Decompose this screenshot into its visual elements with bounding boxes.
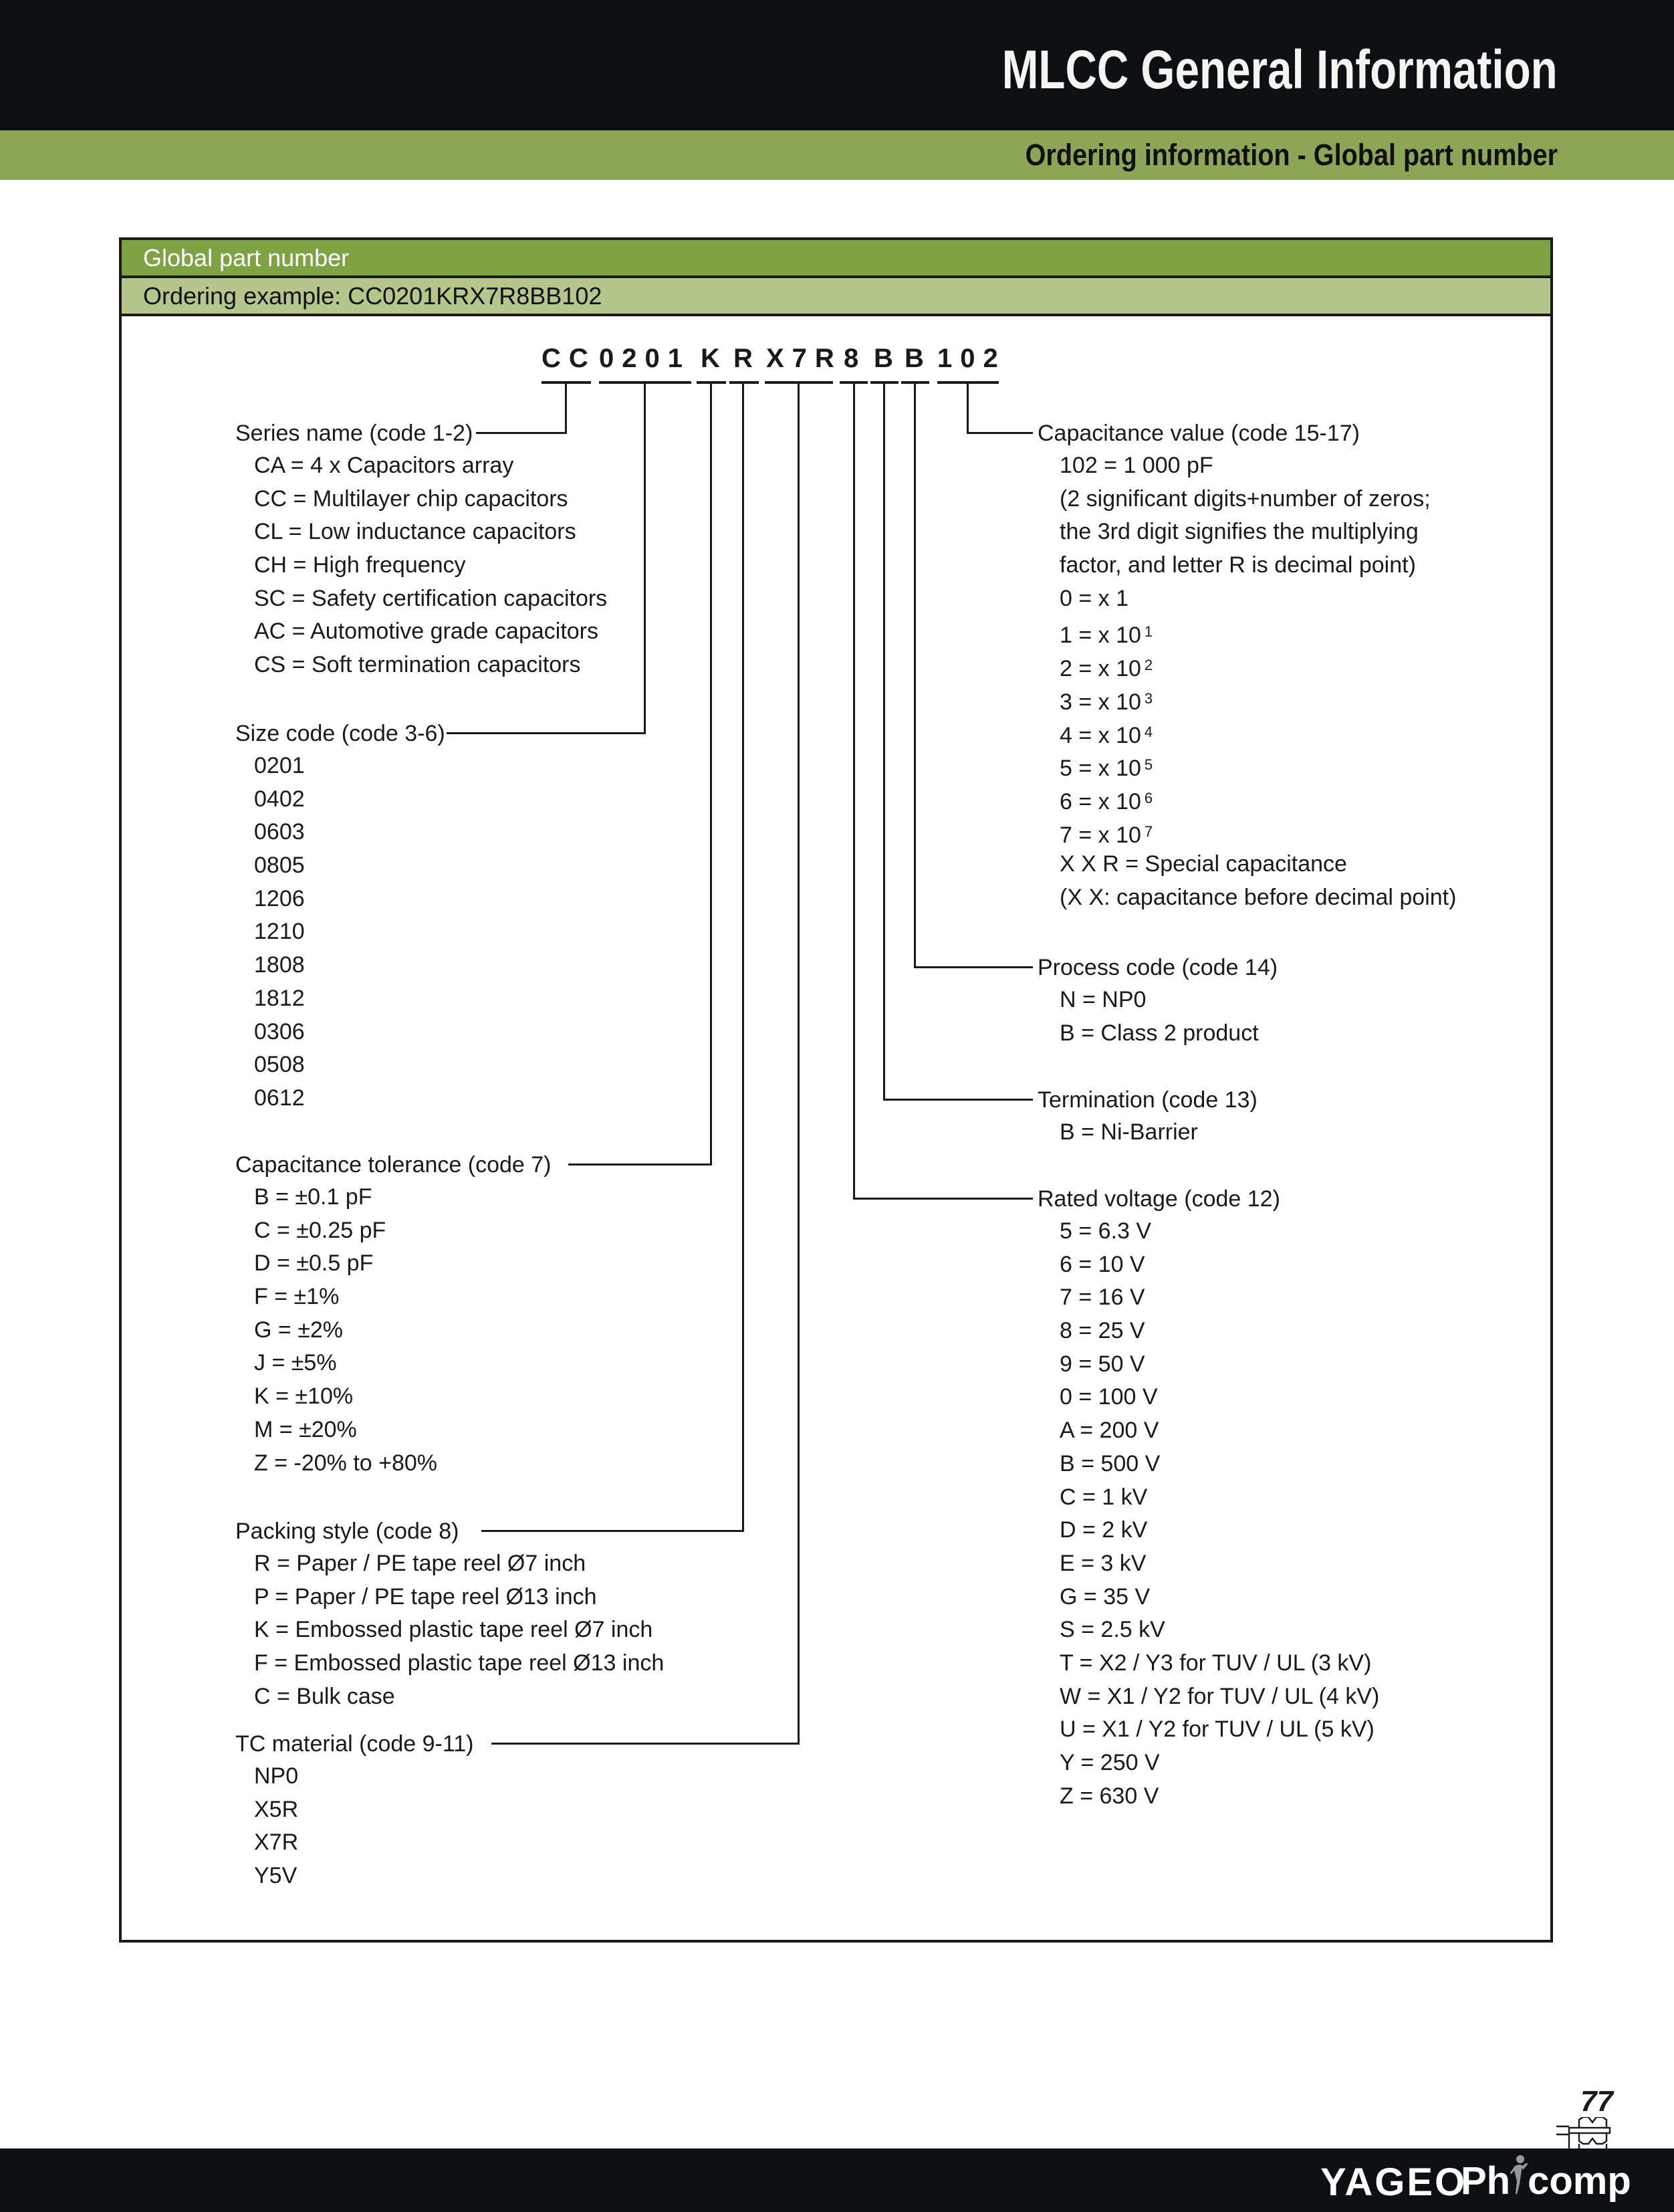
pn-group-tc-material: X7R xyxy=(766,344,842,373)
list-item: 5 = 6.3 V xyxy=(1060,1218,1152,1244)
box-header-bar xyxy=(122,240,1550,278)
section-label-size: Size code (code 3-6) xyxy=(235,721,445,746)
list-item: A = 200 V xyxy=(1060,1418,1159,1444)
yageo-logo: YAGEO xyxy=(1320,2161,1467,2204)
list-item: 5 = x 10 $^5$ xyxy=(1060,756,1153,782)
section-items-voltage xyxy=(1060,1215,1379,1813)
list-item: 0 = 100 V xyxy=(1060,1384,1158,1410)
section-label-termination: Termination (code 13) xyxy=(1038,1087,1258,1113)
page-title: MLCC General Information xyxy=(1002,39,1558,100)
list-item: B = Ni-Barrier xyxy=(1060,1119,1198,1145)
list-item: 1 = x 10 $^1$ xyxy=(1060,623,1153,649)
connector-line xyxy=(967,432,1033,434)
list-item: D = ±0.5 pF xyxy=(254,1250,374,1277)
list-item: (X X: capacitance before decimal point) xyxy=(1060,884,1457,910)
list-item: X X R = Special capacitance xyxy=(1060,851,1347,877)
connector-line xyxy=(491,1743,800,1745)
pn-group-tolerance: K xyxy=(701,344,728,373)
connector-line xyxy=(853,1198,1033,1200)
connector-line xyxy=(742,383,744,1531)
list-item: F = ±1% xyxy=(254,1284,340,1310)
connector-line xyxy=(883,383,885,1100)
list-item: CH = High frequency xyxy=(254,552,466,578)
section-label-voltage: Rated voltage (code 12) xyxy=(1038,1186,1280,1212)
connector-line xyxy=(710,383,712,1165)
connector-line xyxy=(967,383,969,433)
list-item: N = NP0 xyxy=(1060,987,1147,1012)
pn-group-process: B xyxy=(905,344,932,373)
list-item: 0508 xyxy=(254,1052,305,1078)
list-item: 3 = x 10 $^3$ xyxy=(1060,689,1153,715)
section-items-cap-value xyxy=(1060,449,1456,915)
list-item: T = X2 / Y3 for TUV / UL (3 kV) xyxy=(1060,1650,1372,1676)
list-item: 2 = x 10 $^2$ xyxy=(1060,656,1153,682)
section-banner xyxy=(0,130,1674,180)
list-item: S = 2.5 kV xyxy=(1060,1617,1165,1643)
list-item: B = Class 2 product xyxy=(1060,1020,1259,1046)
list-item: Y = 250 V xyxy=(1060,1750,1160,1775)
page-number: 77 xyxy=(1580,2085,1613,2118)
list-item: 1812 xyxy=(254,985,305,1011)
list-item: X5R xyxy=(254,1796,299,1822)
list-item: 8 = 25 V xyxy=(1060,1318,1145,1344)
connector-line xyxy=(914,383,916,968)
section-label-tolerance: Capacitance tolerance (code 7) xyxy=(235,1152,552,1178)
list-item: 1206 xyxy=(254,885,305,911)
pn-underline xyxy=(729,381,759,384)
list-item: F = Embossed plastic tape reel Ø13 inch xyxy=(254,1650,665,1676)
phicomp-logo xyxy=(1461,2159,1631,2203)
list-item: (2 significant digits+number of zeros; xyxy=(1060,485,1431,512)
list-item: 6 = x 10 $^6$ xyxy=(1060,788,1153,814)
list-item: CA = 4 x Capacitors array xyxy=(254,453,514,478)
connector-line xyxy=(447,732,646,734)
list-item: K = Embossed plastic tape reel Ø7 inch xyxy=(254,1617,653,1643)
connector-line xyxy=(853,383,855,1199)
list-item: SC = Safety certification capacitors xyxy=(254,585,608,611)
list-item: 9 = 50 V xyxy=(1060,1351,1145,1377)
section-banner-title: Ordering information - Global part number xyxy=(1025,138,1558,172)
list-item: X7R xyxy=(254,1830,299,1856)
list-item: factor, and letter R is decimal point) xyxy=(1060,552,1416,578)
list-item: 4 = x 10 $^4$ xyxy=(1060,722,1153,748)
connector-line xyxy=(476,432,567,434)
section-items-packing xyxy=(254,1547,664,1713)
pn-group-size: 0201 xyxy=(599,344,691,373)
connector-line xyxy=(644,383,646,734)
list-item: G = ±2% xyxy=(254,1317,343,1343)
phicomp-logo-prefix: Ph xyxy=(1461,2159,1511,2203)
list-item: 6 = 10 V xyxy=(1060,1251,1145,1277)
list-item: the 3rd digit signifies the multiplying xyxy=(1060,519,1419,545)
list-item: 0201 xyxy=(254,753,305,778)
list-item: 0805 xyxy=(254,853,305,879)
list-item: AC = Automotive grade capacitors xyxy=(254,619,598,645)
list-item: C = ±0.25 pF xyxy=(254,1217,386,1243)
list-item: R = Paper / PE tape reel Ø7 inch xyxy=(254,1551,586,1576)
ordering-example-label: Ordering example: CC0201KRX7R8BB102 xyxy=(143,282,602,310)
list-item: U = X1 / Y2 for TUV / UL (5 kV) xyxy=(1060,1717,1374,1743)
list-item: 102 = 1 000 pF xyxy=(1060,453,1213,478)
section-items-tc xyxy=(254,1760,298,1893)
connector-line xyxy=(565,383,567,434)
connector-line xyxy=(798,383,800,1744)
section-items-process xyxy=(1060,984,1259,1050)
section-items-tolerance xyxy=(254,1181,437,1480)
list-item: W = X1 / Y2 for TUV / UL (4 kV) xyxy=(1060,1683,1380,1709)
list-item: 0402 xyxy=(254,786,305,812)
list-item: 0603 xyxy=(254,819,305,845)
list-item: M = ±20% xyxy=(254,1416,357,1442)
pn-group-series: CC xyxy=(542,344,596,373)
phicomp-logo-suffix: comp xyxy=(1528,2159,1631,2203)
section-label-series: Series name (code 1-2) xyxy=(235,421,473,446)
list-item: G = 35 V xyxy=(1060,1583,1151,1610)
section-label-cap-value: Capacitance value (code 15-17) xyxy=(1038,421,1360,446)
list-item: 7 = x 10 $^7$ xyxy=(1060,822,1153,848)
list-item: J = ±5% xyxy=(254,1350,337,1376)
list-item: P = Paper / PE tape reel Ø13 inch xyxy=(254,1583,597,1610)
list-item: Y5V xyxy=(254,1863,297,1889)
page-header xyxy=(0,0,1674,130)
list-item: 0 = x 1 xyxy=(1060,585,1129,611)
section-label-process: Process code (code 14) xyxy=(1038,955,1278,980)
pn-group-termination: B xyxy=(874,344,901,373)
ordering-example-bar xyxy=(122,278,1550,316)
list-item: Z = 630 V xyxy=(1060,1783,1159,1809)
list-item: B = ±0.1 pF xyxy=(254,1184,372,1210)
connector-line xyxy=(914,966,1033,968)
list-item: 1808 xyxy=(254,952,305,978)
list-item: C = Bulk case xyxy=(254,1683,395,1709)
connector-line xyxy=(481,1530,744,1532)
connector-line xyxy=(883,1099,1033,1101)
list-item: 0612 xyxy=(254,1085,305,1111)
pn-group-voltage: 8 xyxy=(844,344,867,373)
list-item: 1210 xyxy=(254,919,305,945)
list-item: 0306 xyxy=(254,1018,305,1044)
list-item: K = ±10% xyxy=(254,1384,354,1410)
section-label-tc: TC material (code 9-11) xyxy=(235,1731,474,1757)
chip-capacitor-icon xyxy=(1556,2117,1612,2150)
section-items-size xyxy=(254,750,305,1115)
section-items-series xyxy=(254,449,607,682)
list-item: B = 500 V xyxy=(1060,1450,1161,1476)
section-items-termination xyxy=(1060,1116,1198,1149)
list-item: CL = Low inductance capacitors xyxy=(254,519,576,545)
list-item: CC = Multilayer chip capacitors xyxy=(254,485,568,512)
list-item: D = 2 kV xyxy=(1060,1517,1148,1543)
list-item: NP0 xyxy=(254,1763,299,1789)
list-item: E = 3 kV xyxy=(1060,1550,1147,1576)
pn-group-capacitance: 102 xyxy=(937,344,1006,373)
pn-group-packing: R xyxy=(733,344,761,373)
connector-line xyxy=(568,1164,712,1166)
box-header-label: Global part number xyxy=(143,243,350,271)
section-label-packing: Packing style (code 8) xyxy=(235,1519,459,1544)
list-item: Z = -20% to +80% xyxy=(254,1450,438,1476)
list-item: C = 1 kV xyxy=(1060,1484,1148,1510)
list-item: 7 = 16 V xyxy=(1060,1285,1145,1311)
list-item: CS = Soft termination capacitors xyxy=(254,652,581,678)
